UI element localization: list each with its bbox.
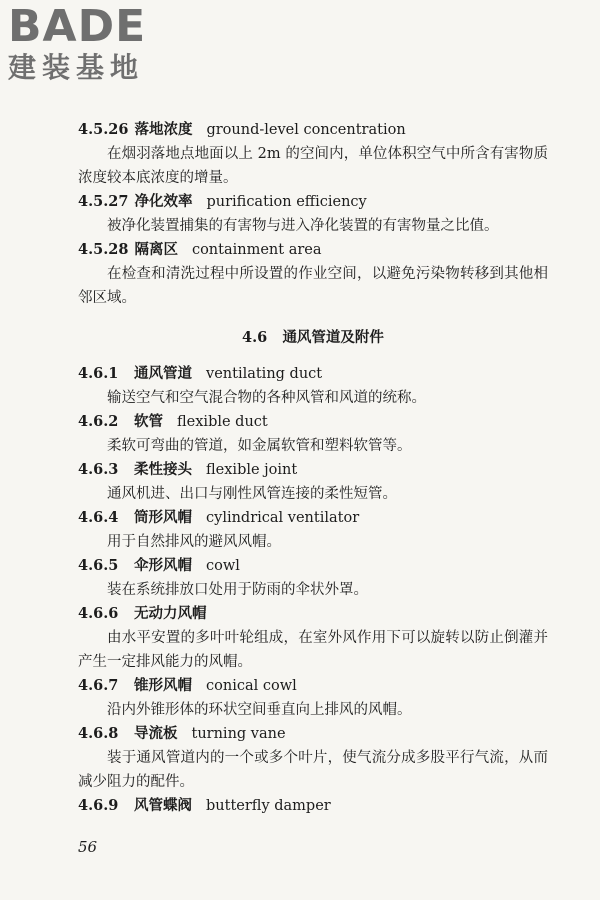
term-number: 4.6.5 <box>78 557 119 574</box>
term-cn: 通风管道 <box>134 365 192 382</box>
term-definition: 在烟羽落地点地面以上 2m 的空间内，单位体积空气中所含有害物质浓度较本底浓度的增量。 <box>78 146 548 186</box>
term-cn: 净化效率 <box>134 193 193 210</box>
term-cn: 软管 <box>134 413 163 430</box>
section-number: 4.6 <box>242 329 268 346</box>
term-entry-4-6-9 <box>78 794 548 818</box>
term-cn: 风管蝶阀 <box>134 797 192 814</box>
term-number: 4.6.6 <box>78 605 119 622</box>
term-en: turning vane <box>191 726 286 742</box>
term-en: butterfly damper <box>206 798 331 814</box>
term-entry-4-6-2 <box>78 410 548 458</box>
term-en: flexible joint <box>206 462 298 478</box>
term-entry-4-6-8 <box>78 722 548 794</box>
term-definition: 输送空气和空气混合物的各种风管和风道的统称。 <box>107 390 426 406</box>
page-content <box>78 118 548 818</box>
logo-wordmark: BADE <box>8 1 147 52</box>
term-definition: 用于自然排风的避风风帽。 <box>107 534 281 550</box>
term-en: flexible duct <box>177 414 268 430</box>
term-en: cowl <box>206 558 240 574</box>
term-definition: 由水平安置的多叶叶轮组成，在室外风作用下可以旋转以防止倒灌并产生一定排风能力的风帽。 <box>78 630 548 670</box>
term-cn: 导流板 <box>134 725 178 742</box>
term-en: conical cowl <box>206 678 297 694</box>
section-title: 通风管道及附件 <box>282 329 384 346</box>
term-entry-4-5-26 <box>78 118 548 190</box>
term-definition: 被净化装置捕集的有害物与进入净化装置的有害物量之比值。 <box>107 218 499 234</box>
logo <box>8 1 188 84</box>
term-number: 4.6.4 <box>78 509 119 526</box>
term-entry-4-6-4 <box>78 506 548 554</box>
term-definition: 装于通风管道内的一个或多个叶片，使气流分成多股平行气流，从而减少阻力的配件。 <box>78 750 548 790</box>
term-number: 4.6.3 <box>78 461 119 478</box>
term-number: 4.6.1 <box>78 365 119 382</box>
term-number: 4.5.27 <box>78 193 129 210</box>
term-en: purification efficiency <box>206 194 367 210</box>
term-cn: 伞形风帽 <box>134 557 192 574</box>
section-heading <box>78 310 548 362</box>
term-en: ground-level concentration <box>206 122 406 138</box>
term-entry-4-6-6 <box>78 602 548 674</box>
term-definition: 沿内外锥形体的环状空间垂直向上排风的风帽。 <box>107 702 412 718</box>
term-number: 4.6.8 <box>78 725 119 742</box>
logo-subtitle: 建装基地 <box>8 51 145 84</box>
term-cn: 柔性接头 <box>134 461 192 478</box>
term-number: 4.6.2 <box>78 413 119 430</box>
term-definition: 柔软可弯曲的管道，如金属软管和塑料软管等。 <box>107 438 412 454</box>
term-definition: 装在系统排放口处用于防雨的伞状外罩。 <box>107 582 368 598</box>
term-number: 4.6.7 <box>78 677 119 694</box>
term-en: containment area <box>191 242 322 258</box>
term-entry-4-5-27 <box>78 190 548 238</box>
term-entry-4-6-1 <box>78 362 548 410</box>
term-definition: 通风机进、出口与刚性风管连接的柔性短管。 <box>107 486 397 502</box>
term-cn: 无动力风帽 <box>134 605 207 622</box>
term-definition: 在检查和清洗过程中所设置的作业空间，以避免污染物转移到其他相邻区域。 <box>78 266 548 306</box>
term-cn: 落地浓度 <box>134 121 193 138</box>
term-entry-4-6-3 <box>78 458 548 506</box>
page-number: 56 <box>78 838 98 856</box>
term-number: 4.5.26 <box>78 121 129 138</box>
term-number: 4.6.9 <box>78 797 119 814</box>
term-number: 4.5.28 <box>78 241 129 258</box>
term-cn: 筒形风帽 <box>134 509 192 526</box>
term-en: ventilating duct <box>206 366 323 382</box>
term-en: cylindrical ventilator <box>206 510 360 526</box>
term-cn: 隔离区 <box>134 241 178 258</box>
term-entry-4-5-28 <box>78 238 548 310</box>
term-entry-4-6-5 <box>78 554 548 602</box>
term-entry-4-6-7 <box>78 674 548 722</box>
term-cn: 锥形风帽 <box>134 677 192 694</box>
